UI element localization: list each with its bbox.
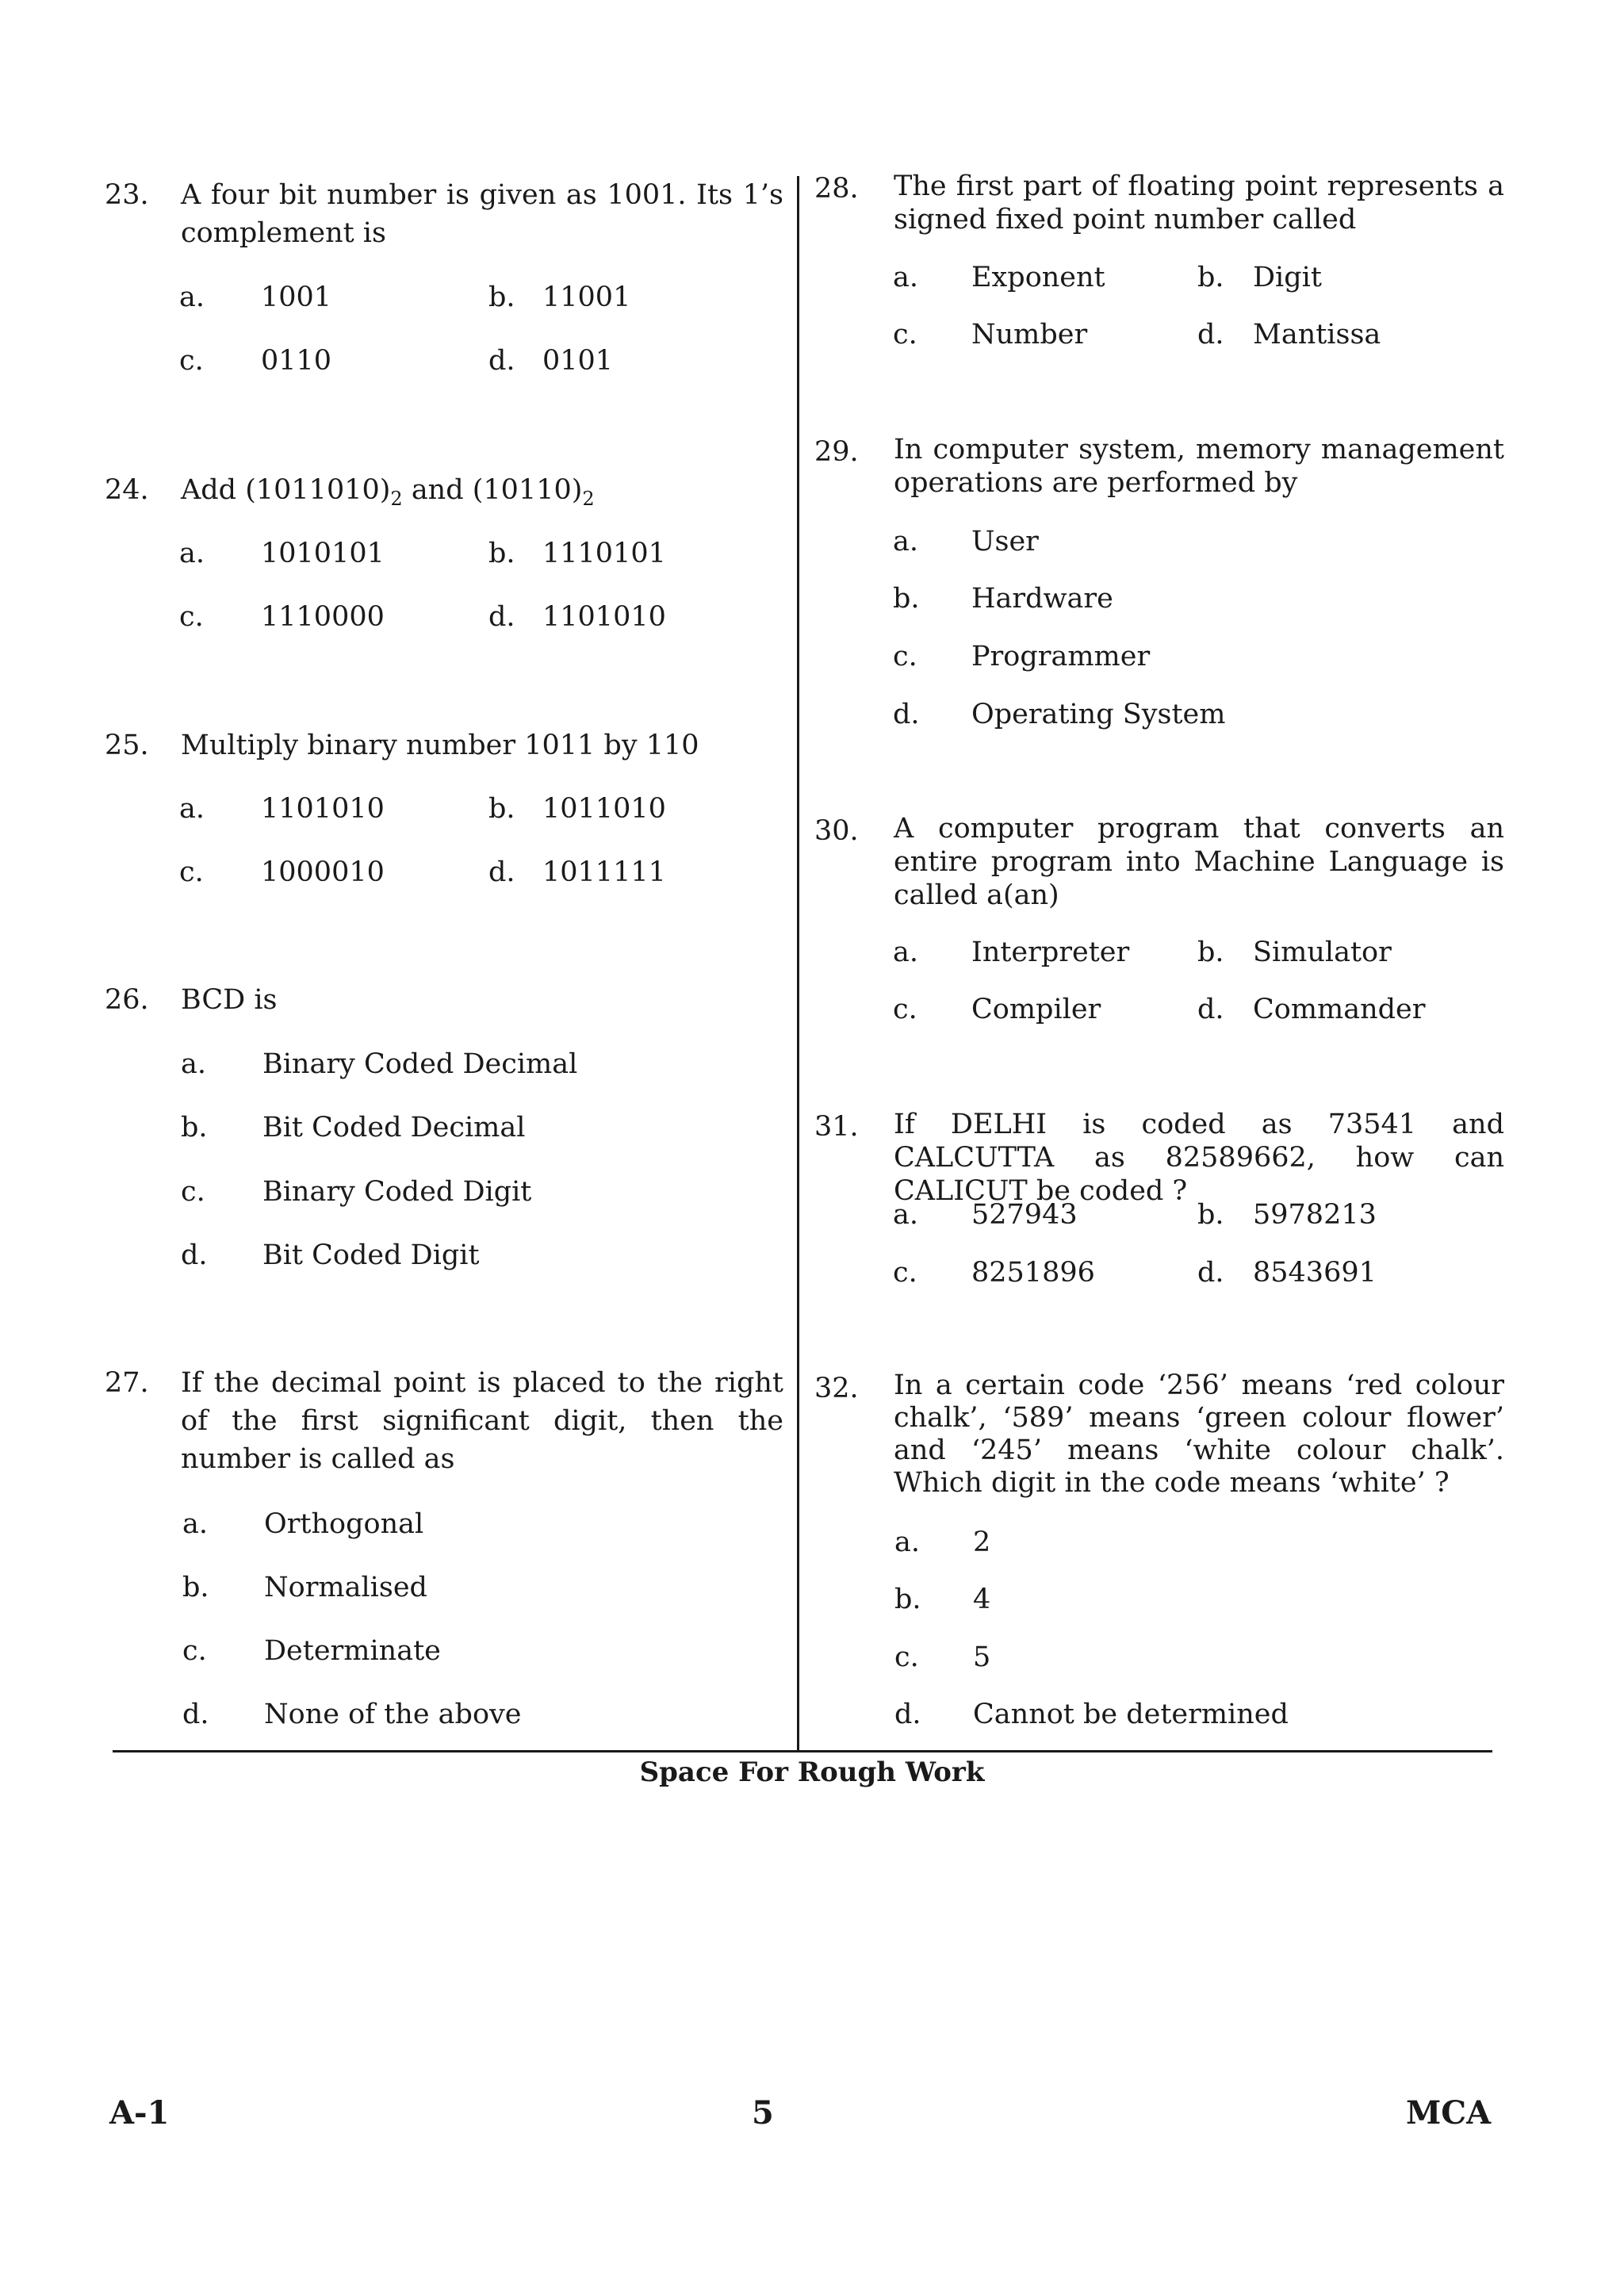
question-32 [814,1369,1512,1504]
option-letter: a. [179,793,205,825]
option-text: Interpreter [971,937,1130,968]
option-text: Exponent [971,262,1105,293]
option-letter: c. [179,601,204,633]
option-letter: c. [179,856,204,888]
option-text: Hardware [971,583,1113,615]
option-text: 0110 [261,345,332,377]
option-text: 1101010 [261,793,385,825]
question-number: 28. [814,173,859,205]
question-number: 29. [814,436,859,468]
option-text: 11001 [542,282,631,313]
option-text: Operating System [971,699,1226,730]
question-text: A computer program that converts an entire program into Machine Language is called a(an) [894,813,1504,911]
option-letter: b. [488,282,515,313]
question-number: 31. [814,1111,859,1143]
option-text: 1110101 [542,538,666,569]
option-letter: a. [179,282,205,313]
option-text: 5 [973,1641,991,1673]
question-number: 25. [105,730,149,761]
option-letter: c. [182,1635,207,1667]
option-text: Orthogonal [264,1508,424,1540]
option-text: 527943 [971,1199,1078,1231]
option-letter: a. [893,937,918,968]
option-letter: a. [893,1199,918,1231]
footer-subject: MCA [1406,2094,1492,2132]
option-text: Bit Coded Digit [262,1239,480,1271]
option-letter: d. [1197,994,1224,1025]
question-27 [105,1364,787,1483]
question-26 [105,981,787,1021]
option-letter: b. [488,793,515,825]
rough-work-label: Space For Rough Work [639,1756,985,1788]
option-letter: b. [1197,262,1224,293]
question-text: If the decimal point is placed to the right of the first significant digit, then the number is called as [181,1367,783,1475]
question-number: 30. [814,815,859,847]
option-text: Normalised [264,1572,427,1603]
option-letter: c. [893,641,917,672]
option-letter: d. [894,1699,921,1730]
question-number: 24. [105,474,149,506]
option-letter: b. [894,1584,921,1615]
question-text: If DELHI is coded as 73541 and CALCUTTA as 82589662, how can CALICUT be coded ? [894,1109,1504,1207]
option-letter: d. [1197,1257,1224,1289]
question-24 [105,471,787,511]
option-text: Compiler [971,994,1101,1025]
option-letter: d. [182,1699,209,1730]
column-divider [797,176,799,1751]
question-25 [105,726,787,766]
option-letter: a. [181,1048,206,1080]
question-number: 26. [105,984,149,1016]
question-text: Add $(1011010)_2$ and $(10110)_2$ [181,474,595,510]
option-letter: c. [893,319,917,350]
question-number: 27. [105,1367,149,1399]
option-text: Cannot be determined [973,1699,1289,1730]
option-letter: b. [1197,1199,1224,1231]
option-letter: d. [488,345,515,377]
option-text: Mantissa [1253,319,1381,350]
question-text: A four bit number is given as 1001. Its 1’s complement is [181,179,783,249]
option-text: Bit Coded Decimal [262,1112,526,1143]
question-28 [814,170,1512,241]
option-text: 0101 [542,345,614,377]
option-text: None of the above [264,1699,522,1730]
page-number: 5 [752,2094,774,2132]
question-23 [105,176,787,255]
question-31 [814,1108,1512,1207]
question-text: Multiply binary number 1011 by 110 [181,730,699,761]
option-text: Binary Coded Decimal [262,1048,578,1080]
option-text: 1001 [261,282,332,313]
option-letter: a. [893,526,918,557]
option-letter: d. [1197,319,1224,350]
option-text: Programmer [971,641,1151,672]
option-text: Determinate [264,1635,441,1667]
option-letter: a. [893,262,918,293]
option-text: 1000010 [261,856,385,888]
option-text: User [971,526,1039,557]
option-text: 2 [973,1526,991,1558]
question-text: The first part of floating point represents a signed fixed point number called [894,170,1504,236]
option-text: Binary Coded Digit [262,1176,532,1208]
question-text: In computer system, memory management operations are performed by [894,434,1504,499]
option-letter: a. [182,1508,208,1540]
option-letter: b. [488,538,515,569]
question-text: BCD is [181,984,278,1016]
question-29 [814,433,1512,504]
question-number: 32. [814,1373,859,1404]
option-text: 1110000 [261,601,385,633]
option-letter: d. [181,1239,208,1271]
option-letter: b. [1197,937,1224,968]
option-letter: a. [894,1526,920,1558]
option-text: Number [971,319,1088,350]
question-number: 23. [105,179,149,211]
option-text: 1011010 [542,793,666,825]
option-text: 8543691 [1253,1257,1377,1289]
option-letter: d. [488,856,515,888]
option-letter: a. [179,538,205,569]
question-text: In a certain code ‘256’ means ‘red colour chalk’, ‘589’ means ‘green colour flower’ and ‘245’ means ‘white colour chalk’. Which digit in the code means ‘white’ ? [894,1369,1504,1499]
option-text: Commander [1253,994,1426,1025]
option-letter: d. [488,601,515,633]
option-letter: b. [182,1572,209,1603]
option-text: Simulator [1253,937,1392,968]
footer-code: A-1 [109,2094,170,2132]
option-letter: c. [893,994,917,1025]
option-text: 1010101 [261,538,385,569]
question-30 [814,812,1512,915]
option-text: 1101010 [542,601,666,633]
option-letter: c. [181,1176,205,1208]
option-text: Digit [1253,262,1322,293]
option-letter: d. [893,699,920,730]
option-letter: b. [181,1112,208,1143]
option-text: 5978213 [1253,1199,1377,1231]
option-text: 1011111 [542,856,666,888]
option-letter: b. [893,583,920,615]
option-text: 8251896 [971,1257,1095,1289]
option-letter: c. [179,345,204,377]
option-text: 4 [973,1584,991,1615]
option-letter: c. [893,1257,917,1289]
option-letter: c. [894,1641,919,1673]
bottom-rule [113,1750,1492,1752]
